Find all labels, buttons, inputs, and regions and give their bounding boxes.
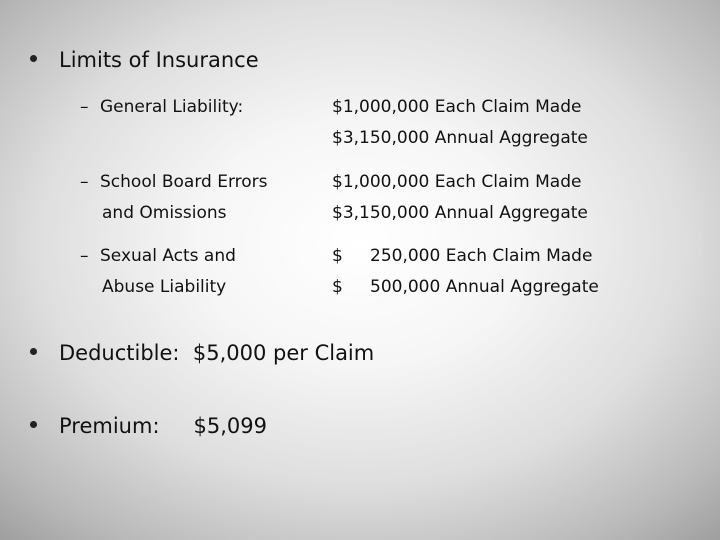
bullet-dot-icon	[30, 55, 37, 62]
value-line: $1,000,000 Each Claim Made	[332, 97, 582, 117]
premium-bullet	[30, 413, 267, 439]
sub-item-label-cont: Abuse Liability	[102, 277, 227, 297]
bullet-dot-icon	[30, 421, 37, 428]
dash-icon: –	[80, 246, 89, 266]
sub-item-label: Sexual Acts and	[100, 246, 236, 266]
sub-item-value-sexual-acts	[332, 241, 599, 303]
value-line: $3,150,000 Annual Aggregate	[332, 203, 588, 223]
value-amount: 250,000 Each Claim Made	[370, 246, 593, 266]
value-line	[332, 241, 599, 272]
bullet-dot-icon	[30, 348, 37, 355]
sub-item-label-cont: and Omissions	[102, 203, 227, 223]
value-line: $1,000,000 Each Claim Made	[332, 172, 582, 192]
deductible-bullet	[30, 340, 374, 366]
value-line: $3,150,000 Annual Aggregate	[332, 128, 588, 148]
dash-icon: –	[80, 172, 89, 192]
sub-item-school-board	[80, 167, 268, 229]
currency-symbol: $	[332, 277, 343, 297]
premium-label: Premium:	[59, 414, 160, 438]
sub-item-value-general-liability	[332, 92, 588, 154]
sub-item-sexual-acts	[80, 241, 236, 303]
value-amount: 500,000 Annual Aggregate	[370, 277, 599, 297]
value-line	[332, 272, 599, 303]
sub-item-value-school-board	[332, 167, 588, 229]
sub-item-general-liability	[80, 92, 243, 123]
currency-symbol: $	[332, 246, 343, 266]
limits-heading: Limits of Insurance	[59, 48, 259, 72]
sub-item-label: School Board Errors	[100, 172, 268, 192]
limits-bullet	[30, 47, 259, 73]
premium-value: $5,099	[193, 414, 268, 438]
sub-item-label: General Liability:	[100, 97, 244, 117]
deductible-text: Deductible: $5,000 per Claim	[59, 341, 375, 365]
dash-icon: –	[80, 97, 89, 117]
